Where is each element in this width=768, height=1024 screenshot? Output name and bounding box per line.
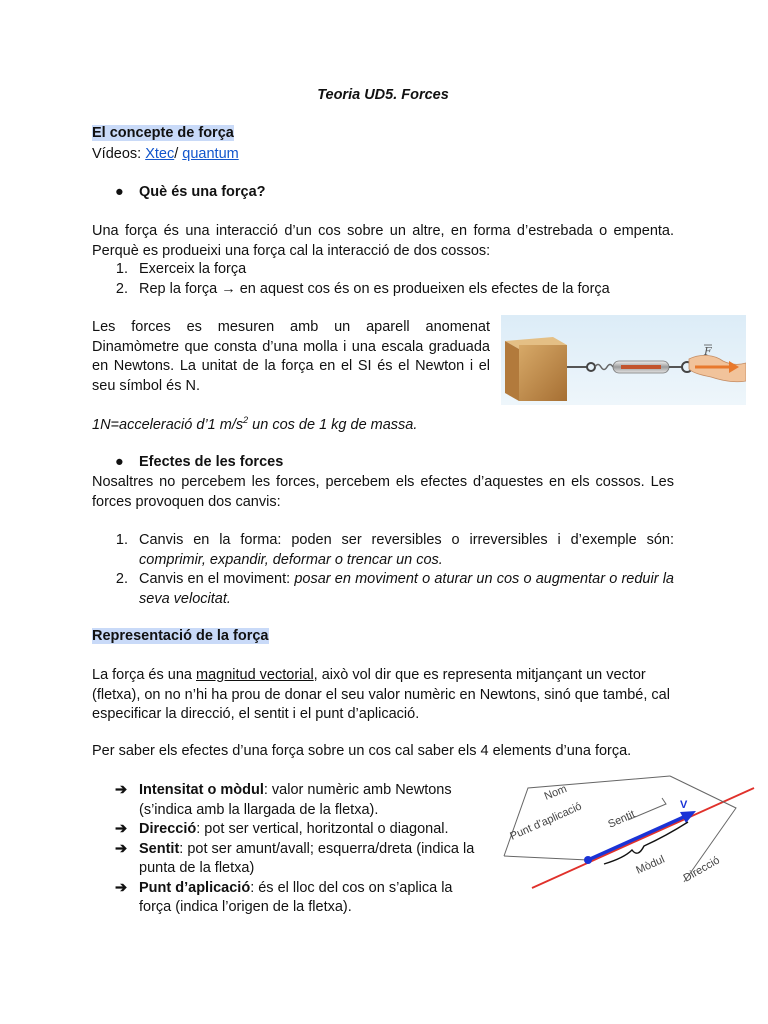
- element-term: Sentit: [139, 840, 180, 857]
- label-nom: Nom: [542, 782, 569, 803]
- force-label: F: [704, 345, 712, 358]
- list-item: [92, 781, 484, 820]
- vector-text-post: , això vol dir que es representa mitjançant un vector (fletxa), on no n’hi ha prou de donar el seu valor numèric en Newtons, sinó que també, cal especificar la direcció, el sentit i el punt d’aplicació.: [92, 667, 670, 722]
- numbered-list-2: [92, 531, 674, 609]
- list-text-plain: Canvis en la forma: poden ser reversibles o irreversibles i d’exemple són:: [139, 532, 674, 548]
- label-punt-aplicacio: Punt d’aplicació: [508, 800, 584, 843]
- paragraph-elements-intro: Per saber els efectes d’una força sobre un cos cal saber els 4 elements d’una força.: [92, 743, 632, 759]
- list-item: [92, 840, 484, 879]
- list-text-plain: Canvis en el moviment:: [139, 571, 295, 587]
- paragraph-vector: [92, 666, 674, 725]
- name-bracket: [504, 776, 670, 856]
- section-heading-text: El concepte de força: [92, 125, 234, 141]
- bullet-icon: ●: [115, 184, 124, 200]
- formula-post: un cos de 1 kg de massa.: [248, 416, 418, 433]
- element-desc: : és el lloc del cos on s’aplica la força (indica l’origen de la fletxa).: [139, 879, 453, 915]
- list-text: [139, 531, 674, 570]
- list-text-italic: posar en moviment o aturar un cos o augmentar o reduir la seva velocitat.: [139, 571, 674, 607]
- effects-heading: Efectes de les forces: [139, 454, 284, 470]
- application-pointer: [504, 856, 588, 860]
- list-item: [92, 531, 674, 570]
- list-text: [139, 840, 484, 879]
- paragraph-dynamometer: Les forces es mesuren amb un aparell anomenat Dinamòmetre que consta d’una molla i una escala graduada en Newtons. La unitat de la força en el SI és el Newton i el seu símbol és N.: [92, 319, 490, 394]
- dynamometer-image: [501, 315, 746, 405]
- element-desc: : pot ser vertical, horitzontal o diagonal.: [196, 821, 449, 837]
- arrow-icon: ➔: [115, 840, 128, 857]
- element-desc: : valor numèric amb Newtons (s’indica amb la llargada de la fletxa).: [139, 782, 452, 818]
- numbered-list-1: [92, 260, 674, 299]
- list-item: [92, 280, 674, 300]
- element-term: Punt d’aplicació: [139, 879, 251, 896]
- videos-label: Vídeos:: [92, 146, 146, 162]
- list-item: [92, 820, 484, 840]
- list-item: [92, 879, 484, 918]
- element-desc: : pot ser amunt/avall; esquerra/dreta (indica la punta de la fletxa): [139, 840, 475, 876]
- link-quantum[interactable]: quantum: [182, 146, 239, 162]
- list-number: 2.: [115, 571, 128, 587]
- list-text-italic: comprimir, expandir, deformar o trencar un cos.: [139, 551, 443, 568]
- section-heading-text: Representació de la força: [92, 628, 269, 644]
- vector-text-underlined: magnitud vectorial: [196, 667, 314, 683]
- page-title: Teoria UD5. Forces: [317, 87, 449, 103]
- formula-line: [92, 415, 417, 433]
- list-text: Rep la força → en aquest cos és on es produeixen els efectes de la força: [139, 280, 610, 297]
- list-item: [92, 570, 674, 609]
- link-xtec[interactable]: Xtec: [145, 146, 175, 162]
- label-modul: Mòdul: [634, 853, 667, 877]
- list-number: 2.: [115, 280, 128, 297]
- formula-sup: 2: [243, 415, 249, 425]
- question-text: Què és una força?: [139, 184, 266, 200]
- vector-text-pre: La força és una: [92, 667, 196, 683]
- element-term: Direcció: [139, 821, 197, 837]
- bullet-icon: ●: [115, 454, 124, 470]
- list-text: Exerceix la força: [139, 261, 247, 277]
- bullet-question: [115, 184, 266, 200]
- paragraph-definition: Una força és una interacció d’un cos sobre un altre, en forma d’estrebada o empenta. Perquè es produeixi una força cal la interacció de dos cossos:: [92, 223, 674, 259]
- application-point: [584, 856, 592, 864]
- section-heading-representation: [92, 628, 269, 644]
- arrow-icon: ➔: [115, 879, 128, 896]
- elements-list: [92, 781, 484, 918]
- arrow-icon: ➔: [115, 782, 128, 798]
- label-v: V: [680, 799, 688, 811]
- paragraph-effects: Nosaltres no percebem les forces, percebem els efectes d’aquestes en els cossos. Les forces provoquen dos canvis:: [92, 474, 674, 510]
- wooden-box: [505, 337, 567, 401]
- videos-line: [92, 146, 239, 162]
- section-heading-concept: [92, 125, 234, 141]
- list-text: [139, 781, 484, 820]
- vector-diagram: [500, 770, 762, 900]
- arrow-icon: ➔: [115, 821, 128, 837]
- link-separator: /: [174, 146, 183, 162]
- label-direccio: Direcció: [681, 854, 722, 885]
- label-sentit: Sentit: [606, 808, 637, 831]
- list-text: [139, 820, 484, 840]
- list-number: 1.: [115, 532, 128, 548]
- list-item: [92, 260, 674, 280]
- formula-pre: 1N=acceleració d’1 m/s: [92, 416, 244, 433]
- list-text: [139, 570, 674, 609]
- list-number: 1.: [115, 261, 128, 277]
- list-text: [139, 879, 484, 918]
- bullet-effects: [115, 454, 283, 470]
- element-term: Intensitat o mòdul: [139, 782, 264, 798]
